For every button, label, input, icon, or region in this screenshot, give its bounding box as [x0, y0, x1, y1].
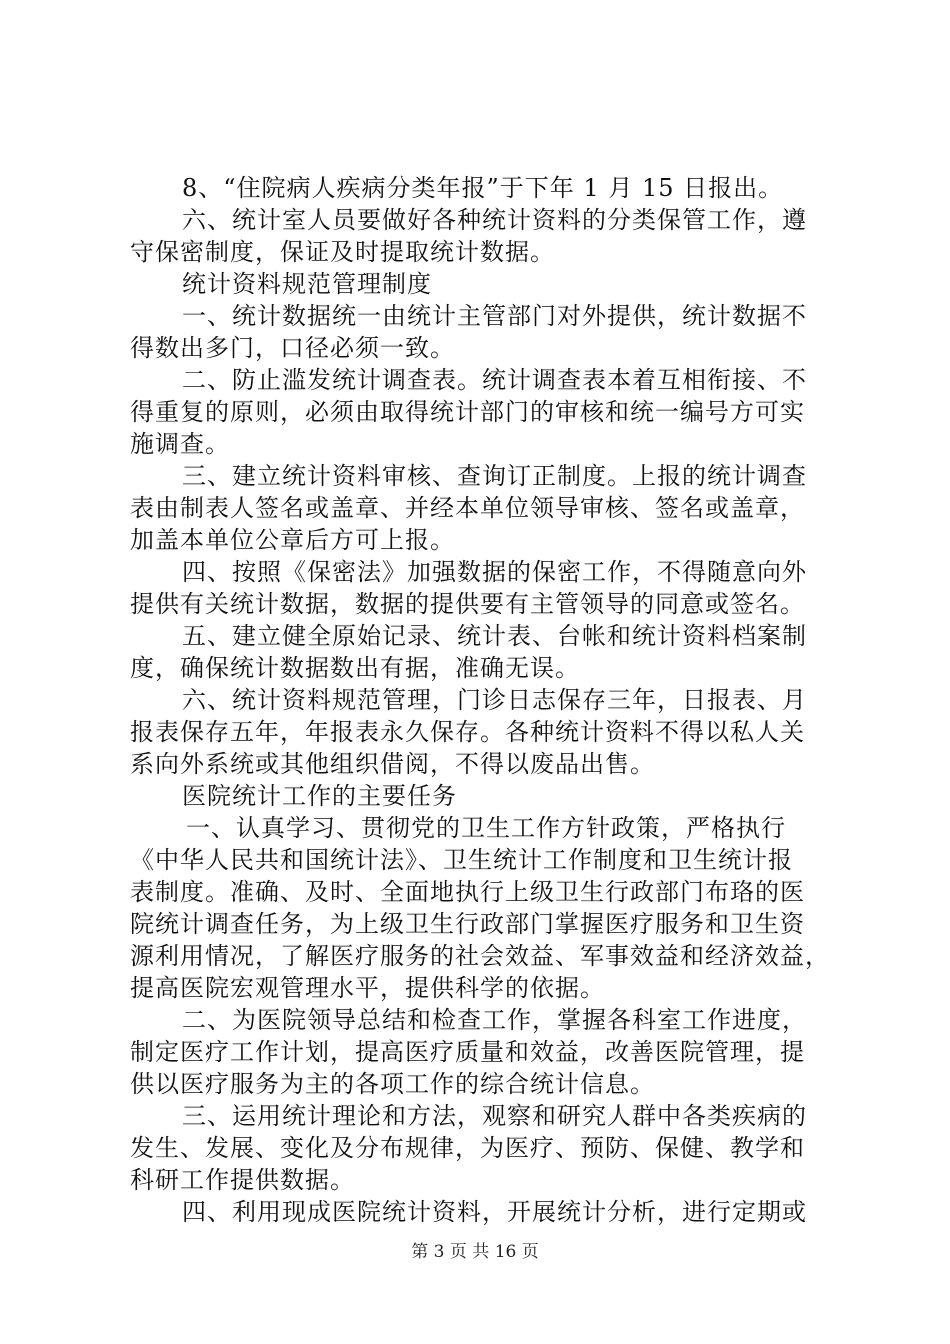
text-line: 得重复的原则，必须由取得统计部门的审核和统一编号方可实: [130, 398, 805, 426]
text-line: 发生、发展、变化及分布规律，为医疗、预防、保健、教学和: [130, 1134, 805, 1162]
text-line: 六、统计资料规范管理，门诊日志保存三年，日报表、月: [182, 686, 807, 714]
text-line: 度，确保统计数据数出有据，准确无误。: [130, 654, 580, 682]
text-line: 五、建立健全原始记录、统计表、台帐和统计资料档案制: [182, 622, 807, 650]
text-line: 三、建立统计资料审核、查询订正制度。上报的统计调查: [182, 462, 807, 490]
section-heading: 医院统计工作的主要任务: [182, 782, 457, 810]
text-line: 表由制表人签名或盖章、并经本单位领导审核、签名或盖章，: [130, 494, 805, 522]
text-line: 二、防止滥发统计调查表。统计调查表本着互相衔接、不: [182, 366, 807, 394]
page-number-footer: 第 3 页 共 16 页: [411, 1242, 539, 1262]
text-line: 8、“住院病人疾病分类年报”于下年 1 月 15 日报出。: [182, 174, 784, 202]
text-line: 源利用情况，了解医疗服务的社会效益、军事效益和经济效益，: [130, 942, 830, 970]
text-line: 一、认真学习、贯彻党的卫生工作方针政策，严格执行: [186, 814, 786, 842]
text-line: 院统计调查任务，为上级卫生行政部门掌握医疗服务和卫生资: [130, 910, 805, 938]
text-line: 守保密制度，保证及时提取统计数据。: [130, 238, 555, 266]
text-line: 表制度。准确、及时、全面地执行上级卫生行政部门布珞的医: [130, 878, 805, 906]
text-line: 得数出多门，口径必须一致。: [130, 334, 455, 362]
text-line: 二、为医院领导总结和检查工作，掌握各科室工作进度，: [182, 1006, 807, 1034]
text-line: 四、按照《保密法》加强数据的保密工作，不得随意向外: [182, 558, 807, 586]
text-line: 四、利用现成医院统计资料，开展统计分析，进行定期或: [182, 1198, 807, 1226]
text-line: 制定医疗工作计划，提高医疗质量和效益，改善医院管理，提: [130, 1038, 805, 1066]
text-line: 系向外系统或其他组织借阅，不得以废品出售。: [130, 750, 655, 778]
text-line: 供以医疗服务为主的各项工作的综合统计信息。: [130, 1070, 655, 1098]
section-heading: 统计资料规范管理制度: [182, 270, 432, 298]
text-line: 三、运用统计理论和方法，观察和研究人群中各类疾病的: [182, 1102, 807, 1130]
text-line: 《中华人民共和国统计法》、卫生统计工作制度和卫生统计报: [130, 846, 793, 874]
text-line: 施调查。: [130, 430, 230, 458]
text-line: 科研工作提供数据。: [130, 1166, 355, 1194]
text-line: 加盖本单位公章后方可上报。: [130, 526, 455, 554]
text-line: 一、统计数据统一由统计主管部门对外提供，统计数据不: [182, 302, 807, 330]
text-line: 提高医院宏观管理水平，提供科学的依据。: [130, 974, 605, 1002]
text-line: 提供有关统计数据，数据的提供要有主管领导的同意或签名。: [130, 590, 805, 618]
text-line: 报表保存五年，年报表永久保存。各种统计资料不得以私人关: [130, 718, 805, 746]
text-line: 六、统计室人员要做好各种统计资料的分类保管工作，遵: [182, 206, 807, 234]
document-body: [130, 172, 830, 1228]
